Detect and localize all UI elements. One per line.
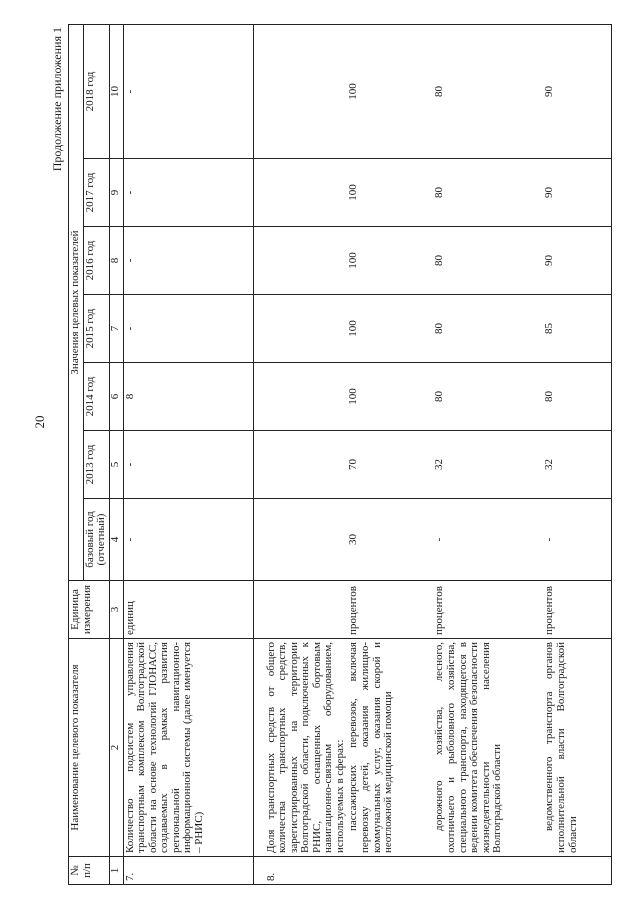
value-2018: 100	[347, 25, 433, 159]
col-index: 2	[109, 639, 123, 857]
value-2018	[253, 25, 347, 159]
row-number	[543, 857, 611, 885]
column-index-row	[109, 25, 123, 885]
value-2013: 32	[433, 431, 543, 499]
value-2017: 100	[347, 159, 433, 227]
indicator-name: Доля транспортных средств от общего количества транспортных средств, зарегистрированных на территории Волгоградской области, подключенных к РНИС, оснащенных бортовым навигационно-связным оборудованием, используемых в сферах:	[253, 639, 347, 857]
header-unit: Единица измерения	[69, 581, 110, 639]
header-year-2015: 2015 год	[83, 295, 109, 363]
table-row	[253, 25, 347, 885]
col-index: 1	[109, 857, 123, 885]
value-2014: 8	[123, 363, 253, 431]
col-index: 9	[109, 159, 123, 227]
header-year-2018: 2018 год	[83, 25, 109, 159]
value-2017: -	[123, 159, 253, 227]
header-year-2016: 2016 год	[83, 227, 109, 295]
table-row	[347, 25, 433, 885]
col-index: 7	[109, 295, 123, 363]
value-2017	[253, 159, 347, 227]
continuation-caption: Продолжение приложения 1	[50, 27, 64, 172]
value-2016: 80	[433, 227, 543, 295]
value-base	[253, 499, 347, 581]
row-number: 8.	[253, 857, 347, 885]
header-indicator-name: Наименование целевого показателя	[69, 639, 110, 857]
indicator-name: Количество подсистем управления транспортным комплексом Волгоградской области на основе технологий ГЛОНАСС, создаваемых в рамках развития региональной навигационно-информационной системы (далее именуется – РНИС)	[123, 639, 253, 857]
value-2014: 100	[347, 363, 433, 431]
header-year-2013: 2013 год	[83, 431, 109, 499]
table-row	[543, 25, 611, 885]
unit-value: единиц	[123, 581, 253, 639]
row-number	[347, 857, 433, 885]
unit-value	[253, 581, 347, 639]
value-2015	[253, 295, 347, 363]
row-number: 7.	[123, 857, 253, 885]
col-index: 10	[109, 25, 123, 159]
value-2016: -	[123, 227, 253, 295]
col-index: 6	[109, 363, 123, 431]
indicator-name: дорожного хозяйства, лесного, охотничьего и рыболовного хозяйства, специального транспорта, находящегося в ведении комитета обеспечения безопасности жизнедеятельности населения Волгоградской области	[433, 639, 543, 857]
value-base: -	[543, 499, 611, 581]
value-2015: -	[123, 295, 253, 363]
value-2016: 90	[543, 227, 611, 295]
value-2013: 70	[347, 431, 433, 499]
row-number	[433, 857, 543, 885]
unit-value: процентов	[347, 581, 433, 639]
rotated-page-content	[50, 25, 590, 885]
target-indicators-table	[68, 24, 612, 885]
table-row	[123, 25, 253, 885]
value-2015: 80	[433, 295, 543, 363]
value-2015: 100	[347, 295, 433, 363]
value-2017: 80	[433, 159, 543, 227]
value-2014	[253, 363, 347, 431]
col-index: 3	[109, 581, 123, 639]
header-year-2014: 2014 год	[83, 363, 109, 431]
unit-value: процентов	[543, 581, 611, 639]
page-number: 20	[32, 415, 47, 429]
value-base: -	[433, 499, 543, 581]
value-base: 30	[347, 499, 433, 581]
value-2018: 90	[543, 25, 611, 159]
unit-value: процентов	[433, 581, 543, 639]
value-2018: -	[123, 25, 253, 159]
value-2013	[253, 431, 347, 499]
header-year-base: базовый год (отчетный)	[83, 499, 109, 581]
col-index: 5	[109, 431, 123, 499]
header-year-2017: 2017 год	[83, 159, 109, 227]
value-2016: 100	[347, 227, 433, 295]
value-2013: -	[123, 431, 253, 499]
value-base: -	[123, 499, 253, 581]
value-2014: 80	[433, 363, 543, 431]
indicator-name: пассажирских перевозок, включая перевозку детей, оказания жилищно-коммунальных услуг, оказания скорой и неотложной медицинской помощи	[347, 639, 433, 857]
indicator-name: ведомственного транспорта органов исполнительной власти Волгоградской области	[543, 639, 611, 857]
col-index: 8	[109, 227, 123, 295]
value-2015: 85	[543, 295, 611, 363]
col-index: 4	[109, 499, 123, 581]
value-2017: 90	[543, 159, 611, 227]
value-2016	[253, 227, 347, 295]
header-values-group: Значения целевых показателей	[69, 25, 84, 581]
table-row	[433, 25, 543, 885]
value-2018: 80	[433, 25, 543, 159]
value-2014: 80	[543, 363, 611, 431]
header-number: № п/п	[69, 857, 110, 885]
value-2013: 32	[543, 431, 611, 499]
